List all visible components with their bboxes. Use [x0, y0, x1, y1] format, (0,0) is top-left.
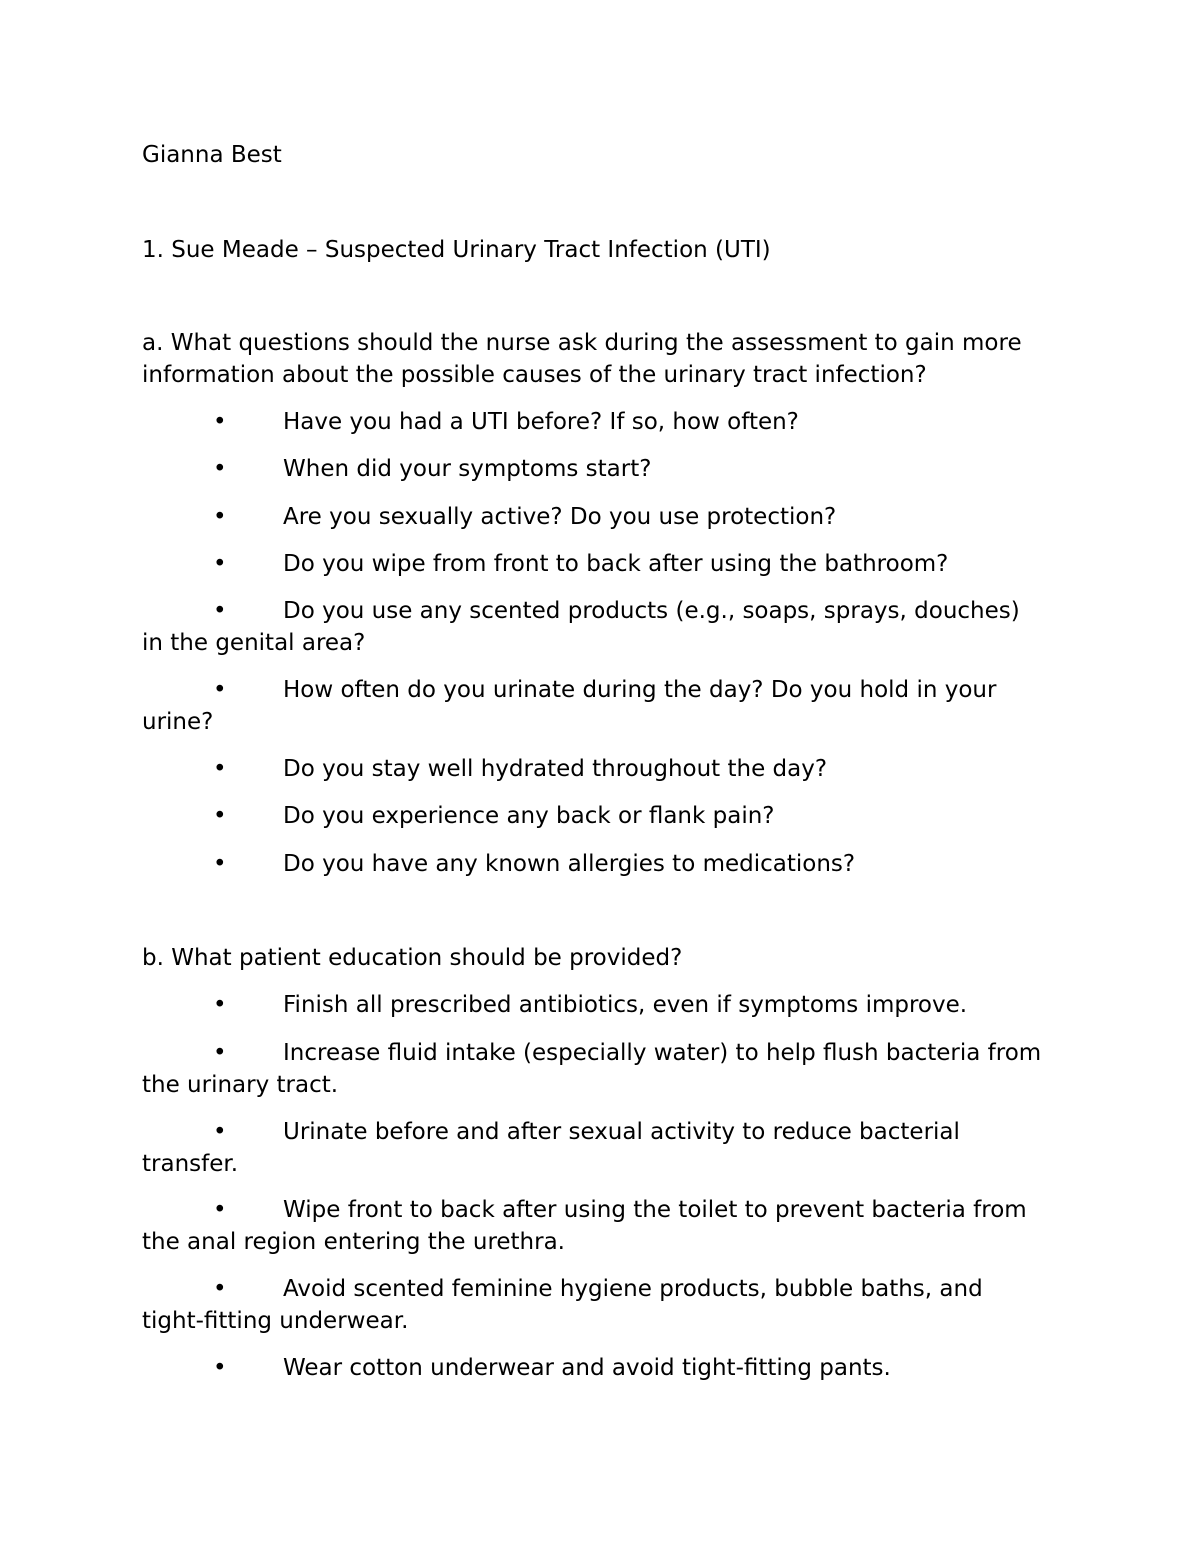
list-item — [142, 674, 1072, 738]
list-item — [142, 800, 1072, 832]
bullet-text-continuation: in the genital area? — [142, 630, 366, 656]
bullet-text: Wipe front to back after using the toilet to prevent bacteria from — [283, 1197, 1027, 1223]
bullet-icon: • — [213, 1040, 227, 1066]
question-b-line1: b. What patient education should be provided? — [142, 945, 683, 971]
bullet-text: Do you have any known allergies to medications? — [283, 851, 856, 877]
bullet-text: When did your symptoms start? — [283, 456, 652, 482]
bullet-text: Do you wipe from front to back after using the bathroom? — [283, 551, 949, 577]
list-item — [142, 848, 1072, 880]
bullet-text: Are you sexually active? Do you use protection? — [283, 504, 837, 530]
list-item — [142, 548, 1072, 580]
bullet-text: How often do you urinate during the day? Do you hold in your — [283, 677, 997, 703]
list-item — [142, 1273, 1072, 1337]
bullet-icon: • — [213, 504, 227, 530]
bullet-text-continuation: tight-fitting underwear. — [142, 1308, 409, 1334]
list-item — [142, 753, 1072, 785]
bullet-text: Do you use any scented products (e.g., soaps, sprays, douches) — [283, 598, 1020, 624]
bullet-icon: • — [213, 551, 227, 577]
question-a-line1: a. What questions should the nurse ask during the assessment to gain more — [142, 330, 1022, 356]
bullet-text: Do you stay well hydrated throughout the day? — [283, 756, 828, 782]
list-item — [142, 501, 1072, 533]
bullet-icon: • — [213, 1119, 227, 1145]
bullet-text: Urinate before and after sexual activity to reduce bacterial — [283, 1119, 960, 1145]
bullet-text: Wear cotton underwear and avoid tight-fitting pants. — [283, 1355, 891, 1381]
bullet-text: Have you had a UTI before? If so, how often? — [283, 409, 799, 435]
list-item — [142, 1037, 1072, 1101]
bullet-icon: • — [213, 456, 227, 482]
bullet-text-continuation: urine? — [142, 709, 214, 735]
bullet-icon: • — [213, 803, 227, 829]
bullet-icon: • — [213, 756, 227, 782]
author-name: Gianna Best — [142, 142, 282, 168]
question-a-line2: information about the possible causes of the urinary tract infection? — [142, 362, 927, 388]
list-item — [142, 406, 1072, 438]
bullet-icon: • — [213, 1276, 227, 1302]
bullet-text: Do you experience any back or flank pain? — [283, 803, 775, 829]
list-item — [142, 1116, 1072, 1180]
case-title: 1. Sue Meade – Suspected Urinary Tract Infection (UTI) — [142, 237, 771, 263]
bullet-icon: • — [213, 992, 227, 1018]
list-item — [142, 595, 1072, 659]
bullet-icon: • — [213, 1355, 227, 1381]
bullet-text-continuation: transfer. — [142, 1151, 239, 1177]
list-item — [142, 453, 1072, 485]
bullet-icon: • — [213, 598, 227, 624]
bullet-text: Finish all prescribed antibiotics, even if symptoms improve. — [283, 992, 968, 1018]
bullet-text: Avoid scented feminine hygiene products, bubble baths, and — [283, 1276, 983, 1302]
bullet-icon: • — [213, 677, 227, 703]
bullet-icon: • — [213, 851, 227, 877]
list-item — [142, 1194, 1072, 1258]
bullet-icon: • — [213, 409, 227, 435]
list-item — [142, 1352, 1072, 1384]
bullet-text: Increase fluid intake (especially water) to help flush bacteria from — [283, 1040, 1042, 1066]
bullet-text-continuation: the anal region entering the urethra. — [142, 1229, 565, 1255]
bullet-text-continuation: the urinary tract. — [142, 1072, 339, 1098]
list-item — [142, 989, 1072, 1021]
bullet-icon: • — [213, 1197, 227, 1223]
